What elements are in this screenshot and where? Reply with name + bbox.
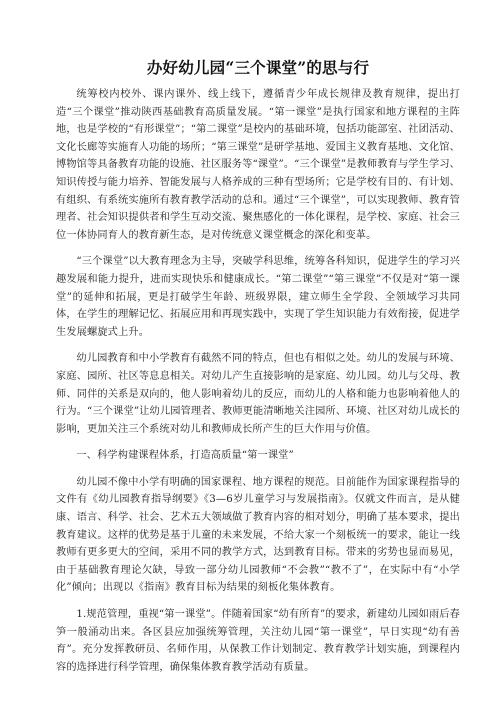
paragraph-3: 幼儿园教育和中小学教育有截然不同的特点，但也有相似之处。幼儿的发展与环境、家庭、园所、社区等息息相关。对幼儿产生直接影响的是家庭、幼儿园。幼儿与父母、教师、同伴的关系是双向的，他人影响着幼儿的反应，而幼儿的人格和能力也影响着他人的行为。“三个课堂”让幼儿园管理者、教师更能清晰地关注园所、环境、社区对幼儿成长的影响，更加关注三个系统对幼儿和教师成长所产生的巨大作用与价值。 [56,353,460,435]
paragraph-1: 统筹校内校外、课内课外、线上线下，遵循青少年成长规律及教育规律，提出打造“三个课堂”推动陕西基础教育高质量发展。“第一课堂”是执行国家和地方课程的主阵地，也是学校的“有形课堂”；“第二课堂”是校内的基础环境，包括功能部室、社团活动、文化长廊等实施育人功能的场所；“第三课堂”是研学基地、爱国主义教育基地、文化馆、博物馆等具备教育功能的设施、社区服务等“课堂”。“三个课堂”是教师教育与学生学习、知识传授与能力培养、智能发展与人格养成的三种有型场所；它是学校有目的、有计划、有组织、有系统实施所有教育教学活动的总和。通过“三个课堂”，可以实现教师、教育管理者、社会知识提供者和学生互动交流、聚焦感化的一体化课程，是学校、家庭、社会三位一体协同育人的教育新生态，是对传统意义课堂概念的深化和变革。 [56,89,460,241]
section-heading-1: 一、科学构建课程体系，打造高质量“第一课堂” [76,450,294,462]
paragraph-4: 幼儿园不像中小学有明确的国家课程、地方课程的规范。目前能作为国家课程指导的文件有《幼儿园教育指导纲要》《3—6岁儿童学习与发展指南》。仅就文件而言，是从健康、语言、科学、社会、艺术五大领域做了教育内容的相对划分，明确了基本要求，提出教育建议。这样的优势是基于儿童的未来发展，不给大家一个刻板统一的要求，能让一线教师有更多更大的空间，采用不同的教学方式，达到教育目标。带来的劣势也显而易见，由于基础教育理论欠缺，导致一部分幼儿园教师“不会教”“教不了”，在实际中有“小学化”倾向；出现以《指南》教育目标为结果的刻板化集体教育。 [56,476,460,594]
paragraph-2: “三个课堂”以大教育理念为主导，突破学科思维，统筹各科知识，促进学生的学习兴趣发展和能力提升，进而实现快乐和健康成长。“第二课堂”“第三课堂”不仅是对“第一课堂”的延伸和拓展，更是打破学生年龄、班级界限，建立师生全学段、全领域学习共同体，在学生的理解记忆、拓展应用和再现实践中，实现了学生知识能力有效衔接，促进学生发展螺旋式上升。 [56,256,460,338]
paragraph-5: 1.规范管理，重视“第一课堂”。伴随着国家“幼有所育”的要求，新建幼儿园如雨后春笋一般涌动出来。各区县应加强统筹管理，关注幼儿园“第一课堂”，早日实现“幼有善育”。充分发挥教研员、名师作用，从保教工作计划制定、教育教学计划实施，到课程内容的选择进行科学管理，确保集体教育教学活动有质量。 [56,609,460,673]
document-title: 办好幼儿园“三个课堂”的思与行 [146,58,370,77]
